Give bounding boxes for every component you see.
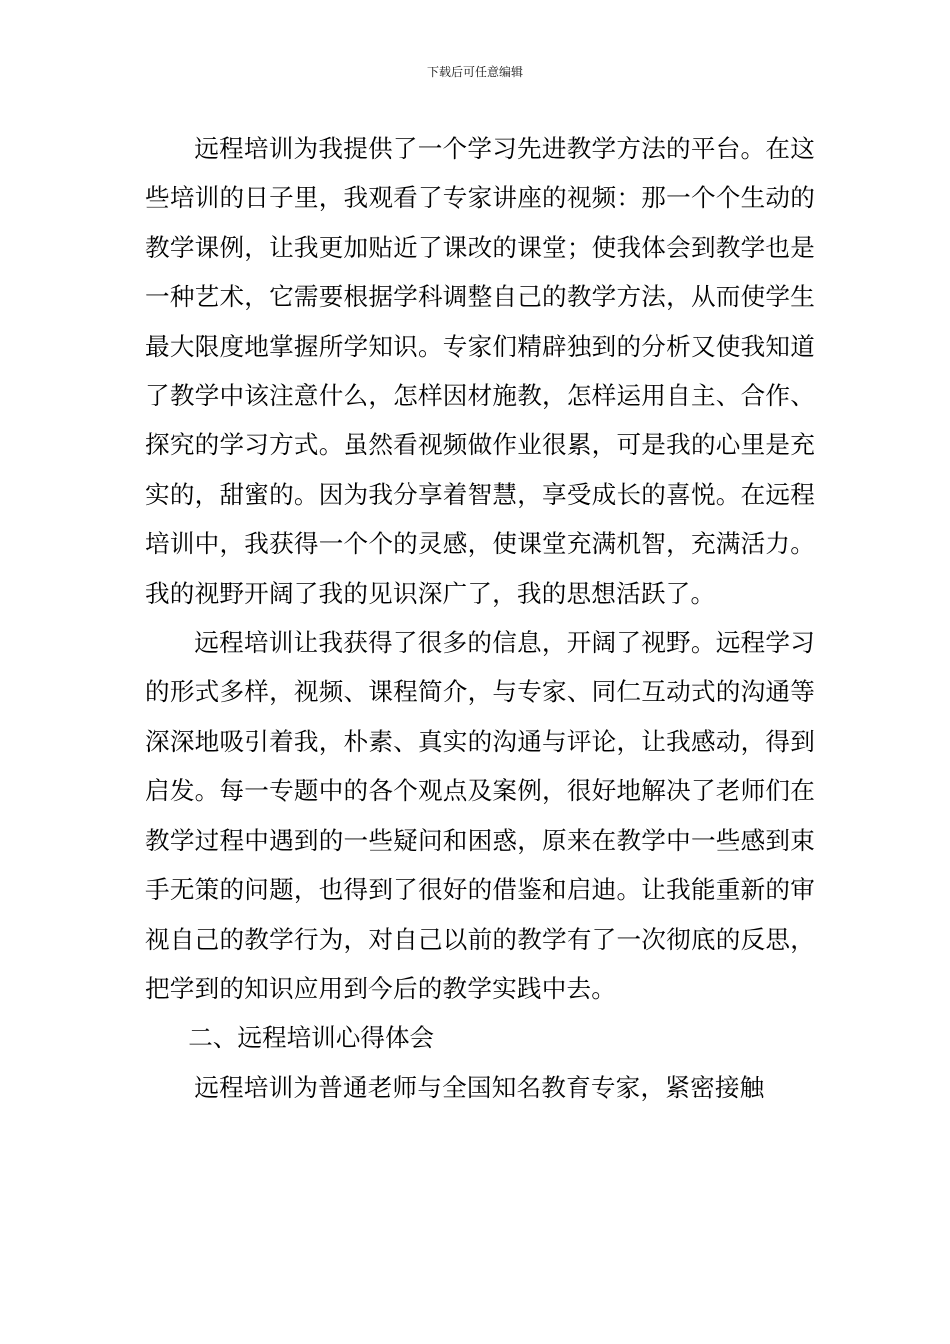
section-heading: 二、远程培训心得体会 <box>188 1023 435 1053</box>
paragraph-3: 远程培训为普通老师与全国知名教育专家，紧密接触 <box>194 1072 765 1102</box>
paragraph-2: 远程培训让我获得了很多的信息，开阔了视野。远程学习的形式多样，视频、课程简介，与专家、同仁互动式的沟通等深深地吸引着我，朴素、真实的沟通与评论，让我感动，得到启发。每一专题中的各个观点及案例，很好地解决了老师们在教学过程中遇到的一些疑问和困惑，原来在教学中一些感到束手无策的问题，也得到了很好的借鉴和启迪。让我能重新的审视自己的教学行为，对自己以前的教学有了一次彻底的反思，把学到的知识应用到今后的教学实践中去。 <box>145 628 815 1003</box>
document-body <box>145 124 815 1112</box>
paragraph-1: 远程培训为我提供了一个学习先进教学方法的平台。在这些培训的日子里，我观看了专家讲座的视频：那一个个生动的教学课例，让我更加贴近了课改的课堂；使我体会到教学也是一种艺术，它需要根据学科调整自己的教学方法，从而使学生最大限度地掌握所学知识。专家们精辟独到的分析又使我知道了教学中该注意什么，怎样因材施教，怎样运用自主、合作、探究的学习方式。虽然看视频做作业很累，可是我的心里是充实的，甜蜜的。因为我分享着智慧，享受成长的喜悦。在远程培训中，我获得一个个的灵感，使课堂充满机智，充满活力。我的视野开阔了我的见识深广了，我的思想活跃了。 <box>145 134 815 608</box>
page-header: 下载后可任意编辑 <box>426 65 523 79</box>
